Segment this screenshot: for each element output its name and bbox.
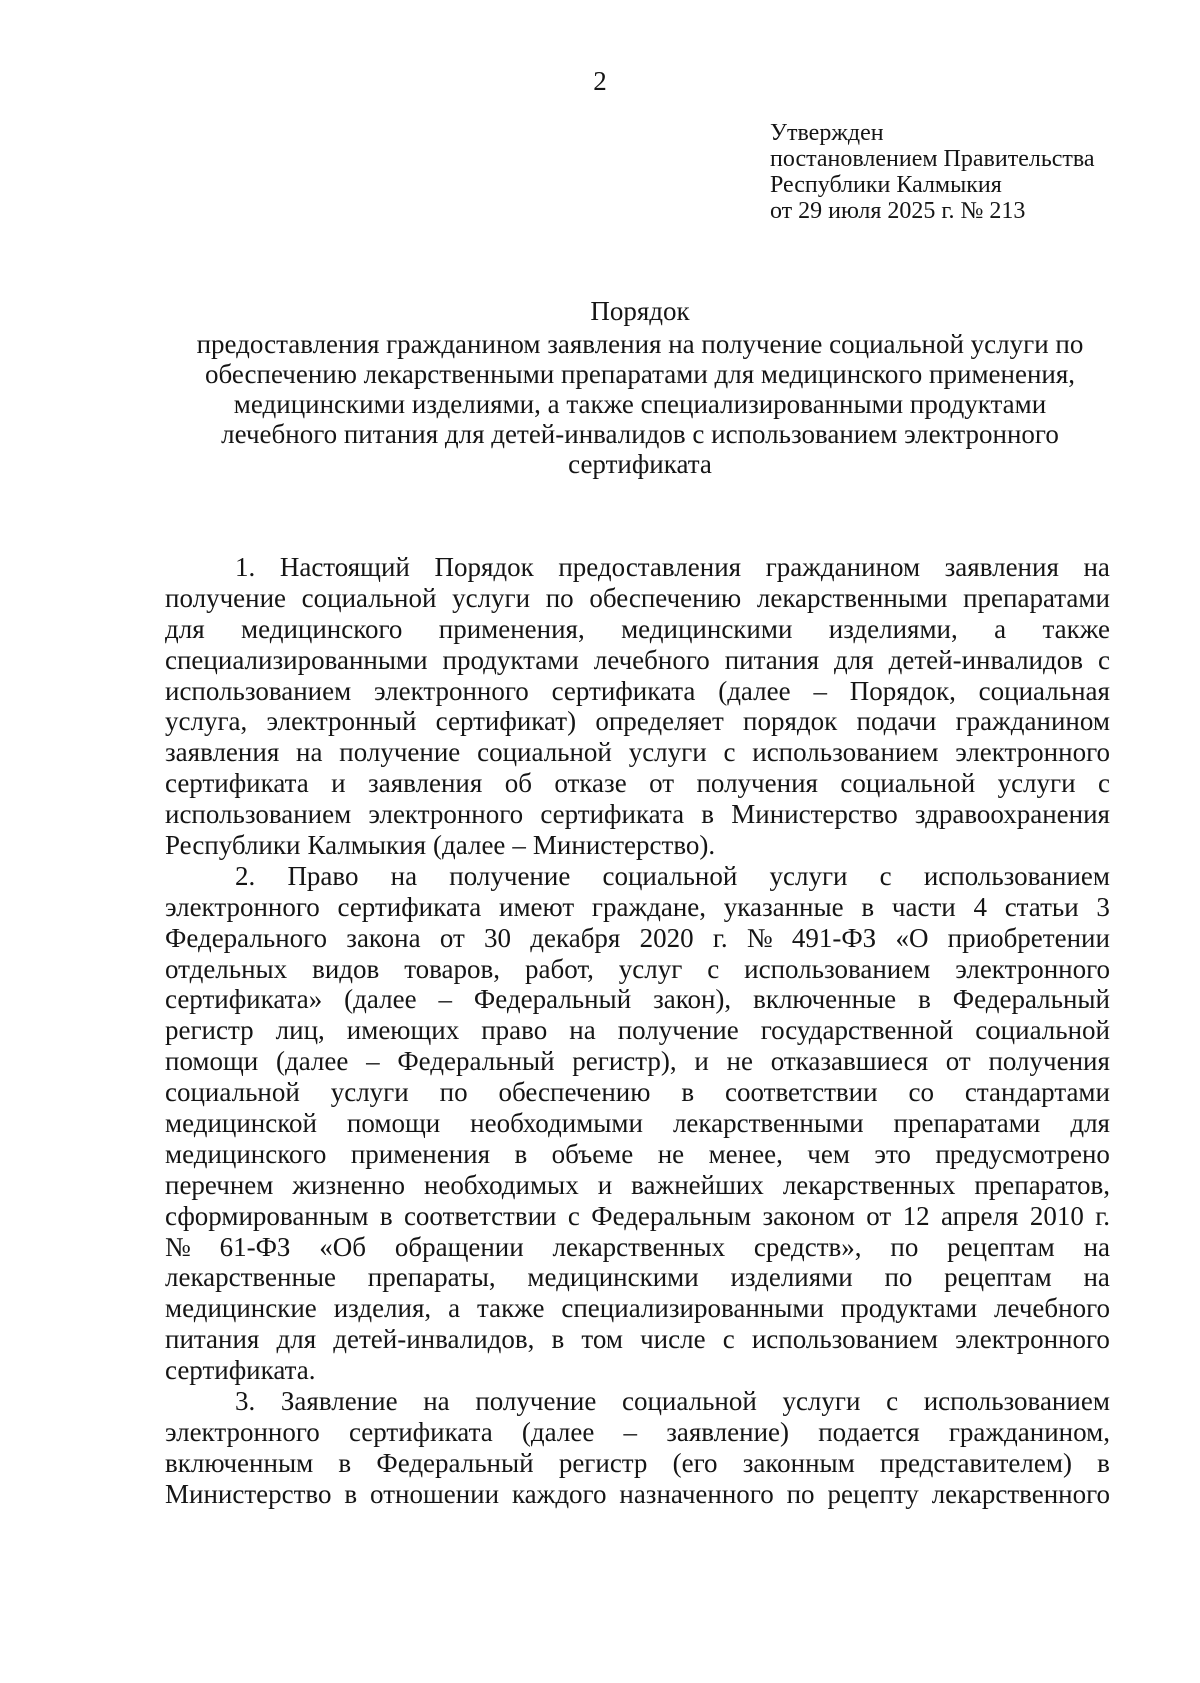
body-line: питания для детей-инвалидов, в том числе с использованием электронного xyxy=(165,1324,1110,1355)
subtitle-line: предоставления гражданином заявления на получение социальной услуги по xyxy=(196,329,1084,359)
body-line: 2. Право на получение социальной услуги с использованием xyxy=(235,860,1110,891)
subtitle-line: медицинскими изделиями, а также специализированными продуктами xyxy=(233,389,1047,419)
body-line: сертификата и заявления об отказе от получения социальной услуги с xyxy=(165,768,1110,799)
subtitle-line: обеспечению лекарственными препаратами для медицинского применения, xyxy=(204,359,1076,389)
body-line: социальной услуги по обеспечению в соответствии со стандартами xyxy=(165,1077,1110,1108)
approval-line: Республики Калмыкия xyxy=(770,172,1002,198)
subtitle-line: лечебного питания для детей-инвалидов с использованием электронного xyxy=(221,419,1059,449)
subtitle-line: сертификата xyxy=(568,449,712,479)
approval-stamp xyxy=(770,120,1170,224)
body-line: использованием электронного сертификата в Министерство здравоохранения xyxy=(165,799,1110,830)
body-line: специализированными продуктами лечебного питания для детей-инвалидов с xyxy=(165,644,1110,675)
body-line: услуга, электронный сертификат) определяет порядок подачи гражданином xyxy=(165,706,1110,737)
body-line: электронного сертификата имеют граждане, указанные в части 4 статьи 3 xyxy=(165,891,1110,922)
body-line: лекарственные препараты, медицинскими изделиями по рецептам на xyxy=(165,1262,1110,1293)
body-line: сертификата» (далее – Федеральный закон), включенные в Федеральный xyxy=(165,984,1110,1015)
body-line: Федерального закона от 30 декабря 2020 г. № 491-ФЗ «О приобретении xyxy=(165,922,1110,953)
body-line: медицинские изделия, а также специализированными продуктами лечебного xyxy=(165,1293,1110,1324)
body-line: Министерство в отношении каждого назначенного по рецепту лекарственного xyxy=(165,1478,1110,1509)
body-line: сформированным в соответствии с Федеральным законом от 12 апреля 2010 г. xyxy=(165,1200,1110,1231)
body-line: помощи (далее – Федеральный регистр), и не отказавшиеся от получения xyxy=(165,1046,1110,1077)
body-line: № 61-ФЗ «Об обращении лекарственных средств», по рецептам на xyxy=(165,1231,1110,1262)
document-title: Порядок xyxy=(590,296,690,326)
body-line: отдельных видов товаров, работ, услуг с использованием электронного xyxy=(165,953,1110,984)
body-line: включенным в Федеральный регистр (его законным представителем) в xyxy=(165,1447,1110,1478)
body-line: получение социальной услуги по обеспечению лекарственными препаратами xyxy=(165,582,1110,613)
body-line: 3. Заявление на получение социальной услуги с использованием xyxy=(235,1386,1110,1417)
approval-line: постановлением Правительства xyxy=(770,146,1095,172)
body-line: регистр лиц, имеющих право на получение государственной социальной xyxy=(165,1015,1110,1046)
body-line: сертификата. xyxy=(165,1355,316,1386)
body-line: перечнем жизненно необходимых и важнейших лекарственных препаратов, xyxy=(165,1169,1110,1200)
body-line: электронного сертификата (далее – заявление) подается гражданином, xyxy=(165,1416,1110,1447)
body-line: для медицинского применения, медицинскими изделиями, а также xyxy=(165,613,1110,644)
approval-line: Утвержден xyxy=(770,120,884,146)
body-line: 1. Настоящий Порядок предоставления гражданином заявления на xyxy=(235,552,1110,582)
page-number: 2 xyxy=(593,66,607,96)
document-subtitle xyxy=(150,329,1130,479)
body-line: Республики Калмыкия (далее – Министерство). xyxy=(165,830,716,861)
body-line: медицинской помощи необходимыми лекарственными препаратами для xyxy=(165,1108,1110,1139)
document-body xyxy=(165,552,1110,1510)
body-line: медицинского применения в объеме не менее, чем это предусмотрено xyxy=(165,1138,1110,1169)
approval-line: от 29 июля 2025 г. № 213 xyxy=(770,198,1026,224)
body-line: заявления на получение социальной услуги с использованием электронного xyxy=(165,737,1110,768)
body-line: использованием электронного сертификата (далее – Порядок, социальная xyxy=(165,675,1110,706)
